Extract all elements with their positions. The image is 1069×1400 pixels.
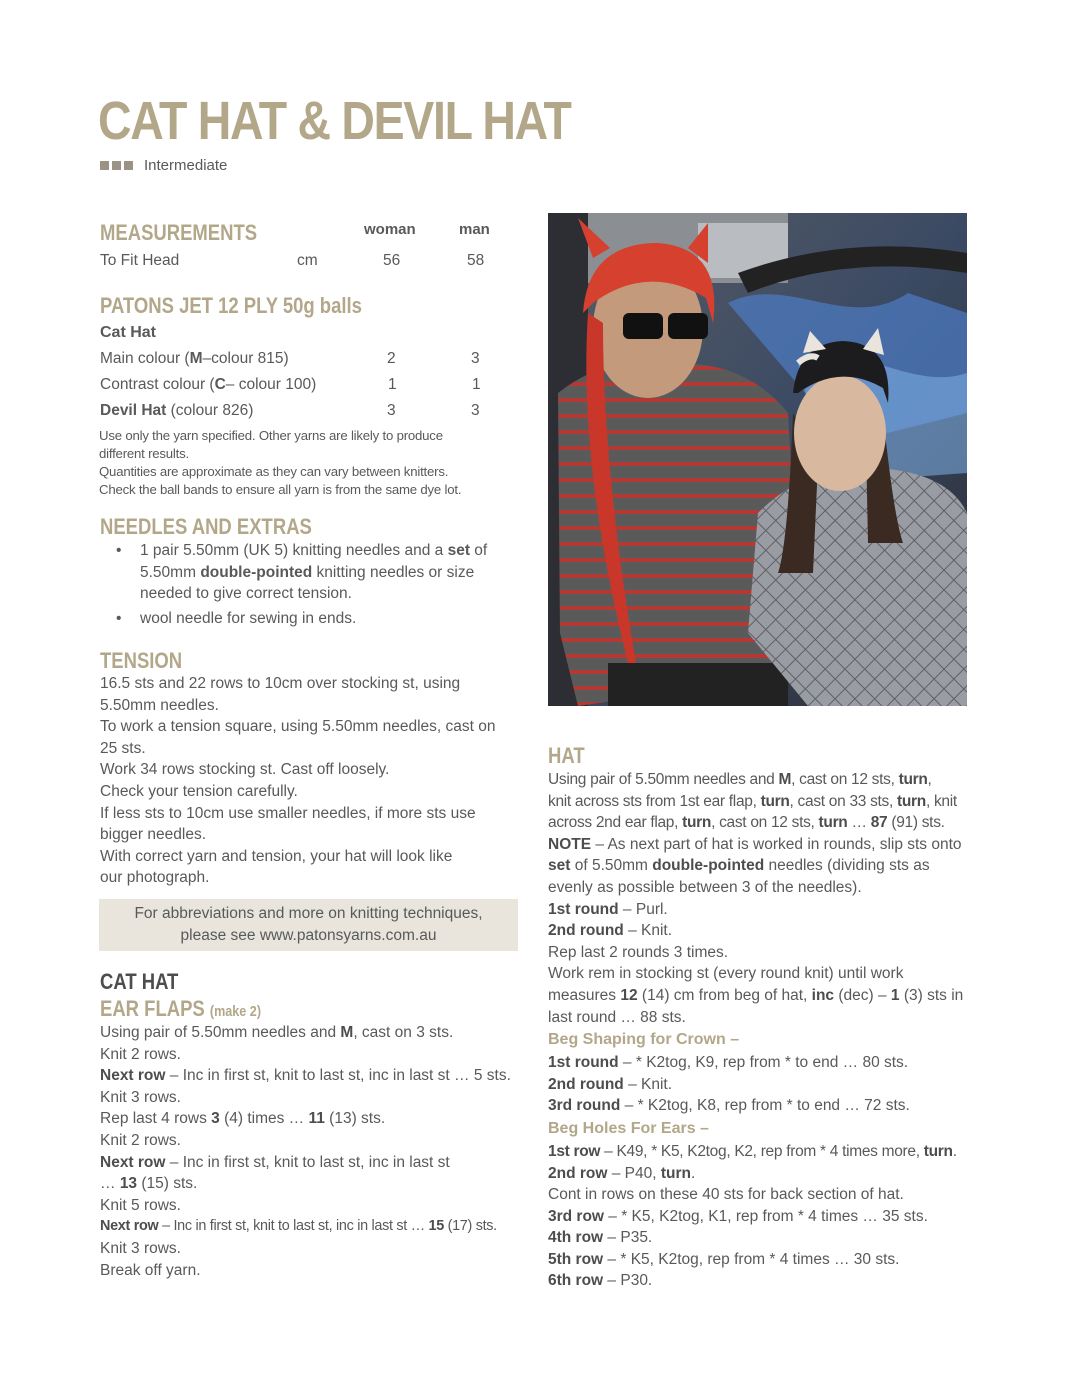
tension-text: 16.5 sts and 22 rows to 10cm over stocking st, using 5.50mm needles. To work a tension square, using 5.50mm needles, cast on 25 sts. Work 34 rows stocking st. Cast off loosely. Check your tension carefully. If less sts to 10cm use smaller needles, if more sts use bigger needles. With correct yarn and tension, your hat will look like our photograph.	[100, 675, 496, 887]
level-square-icon	[112, 161, 121, 170]
abbreviations-box: For abbreviations and more on knitting techniques, please see www.patonsyarns.com.au	[99, 899, 518, 951]
devil-hat-man: 3	[471, 402, 480, 419]
page-title: CAT HAT & DEVIL HAT	[98, 91, 571, 151]
fit-head-man: 58	[467, 252, 485, 269]
contrast-colour-label: Contrast colour (C– colour 100)	[100, 376, 317, 393]
contrast-colour-man: 1	[472, 376, 481, 393]
fit-head-unit: cm	[297, 252, 318, 269]
hat-heading: HAT	[548, 743, 585, 768]
cat-hat-subheading: Cat Hat	[100, 324, 157, 341]
main-colour-label: Main colour (M–colour 815)	[100, 350, 289, 367]
bullet-icon: •	[116, 542, 122, 559]
fit-head-label: To Fit Head	[100, 252, 180, 269]
fit-head-woman: 56	[383, 252, 401, 269]
skill-level	[100, 154, 227, 176]
hat-instructions: Using pair of 5.50mm needles and M, cast on 12 sts, turn, knit across sts from 1st ear flap, turn, cast on 33 sts, turn, knit across 2nd ear flap, turn, cast on 12 sts, turn … 87 (91) sts. NOTE – As next part of hat is worked in rounds, slip sts onto set of 5.50mm double-pointed needles (dividing sts as evenly as possible between 3 of the needles). 1st round – Purl. 2nd round – Knit. Rep last 2 rounds 3 times. Work rem in stocking st (every round knit) until work measures 12 (14) cm from beg of hat, inc (dec) – 1 (3) sts in last round … 88 sts. Beg Shaping for Crown – 1st round – * K2tog, K9, rep from * to end … 80 sts. 2nd round – Knit. 3rd round – * K2tog, K8, rep from * to end … 72 sts. Beg Holes For Ears – 1st row – K49, * K5, K2tog, K2, rep from * 4 times more, turn. 2nd row – P40, turn. Cont in rows on these 40 sts for back section of hat. 3rd row – * K5, K2tog, K1, rep from * 4 times … 35 sts. 4th row – P35. 5th row – * K5, K2tog, rep from * 4 times … 30 sts. 6th row – P30.	[548, 769, 988, 1292]
list-item: • 1 pair 5.50mm (UK 5) knitting needles and a set of 5.50mm double-pointed knitting needles or size needed to give correct tension.	[116, 542, 488, 603]
col-woman: woman	[364, 221, 416, 238]
contrast-colour-woman: 1	[388, 376, 397, 393]
ear-flaps-heading: EAR FLAPS (make 2)	[100, 996, 262, 1021]
main-colour-man: 3	[471, 350, 480, 367]
yarn-note: Use only the yarn specified. Other yarns are likely to produce different results. Quantities are approximate as they can vary between knitters. Check the ball bands to ensure all yarn is from the same dye lot.	[99, 428, 462, 497]
bullet-icon: •	[116, 609, 122, 627]
level-label: Intermediate	[144, 156, 228, 174]
cat-hat-heading: CAT HAT	[100, 969, 179, 994]
ears-subheading: Beg Holes For Ears –	[548, 1119, 709, 1137]
hat-photo	[548, 213, 967, 706]
level-square-icon	[100, 161, 109, 170]
models-photo	[548, 213, 967, 706]
devil-hat-woman: 3	[387, 402, 396, 419]
list-item: • wool needle for sewing in ends.	[100, 608, 520, 630]
tension-heading: TENSION	[100, 648, 183, 673]
devil-hat-label: Devil Hat (colour 826)	[100, 402, 254, 419]
crown-subheading: Beg Shaping for Crown –	[548, 1031, 740, 1049]
col-man: man	[459, 221, 490, 238]
yarn-heading: PATONS JET 12 PLY 50g balls	[100, 293, 362, 318]
level-square-icon	[124, 161, 133, 170]
measurements-heading: MEASUREMENTS	[100, 220, 258, 245]
needles-list	[100, 540, 520, 632]
needles-heading: NEEDLES AND EXTRAS	[100, 514, 312, 539]
ear-flaps-instructions: Using pair of 5.50mm needles and M, cast on 3 sts. Knit 2 rows. Next row – Inc in first st, knit to last st, inc in last st … 5 sts. Knit 3 rows. Rep last 4 rows 3 (4) times … 11 (13) sts. Knit 2 rows. Next row – Inc in first st, knit to last st, inc in last st … 13 (15) sts. Knit 5 rows. Next row – Inc in first st, knit to last st, inc in last st … 15 (17) sts. Knit 3 rows. Break off yarn.	[100, 1024, 511, 1279]
main-colour-woman: 2	[387, 350, 396, 367]
